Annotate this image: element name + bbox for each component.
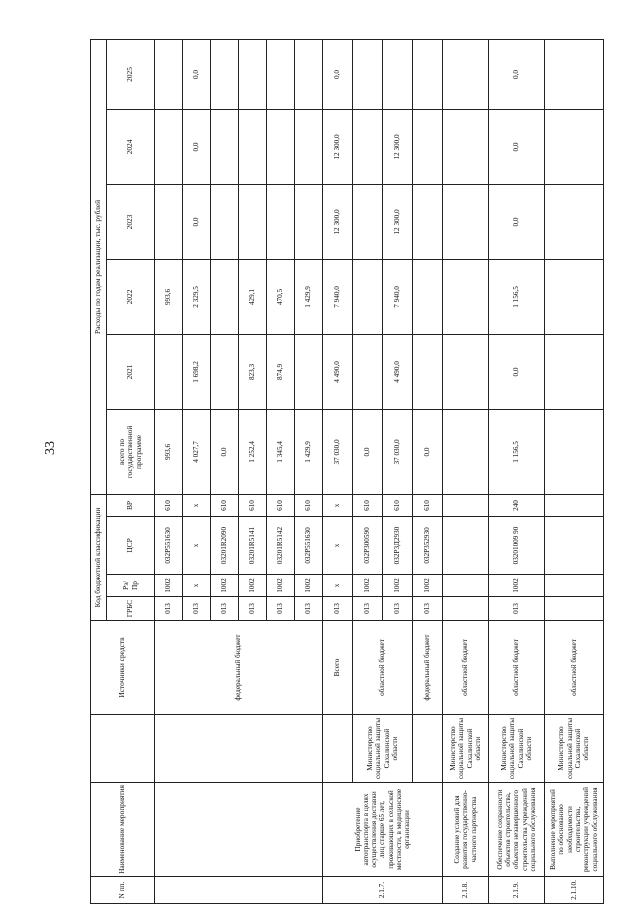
cell-csr: 03201R2090 <box>211 517 239 575</box>
cell-resp: Министерство социальной защиты Сахалинской области <box>545 715 604 783</box>
cell-resp <box>413 715 443 783</box>
cell-y2025 <box>545 39 604 109</box>
cell-rzpr: 1002 <box>155 575 183 597</box>
cell-grbs <box>545 597 604 621</box>
cell-y2021 <box>545 334 604 409</box>
cell-y2022 <box>353 259 383 334</box>
header-grbs: ГРБС <box>107 597 155 621</box>
cell-y2022: 7 940,0 <box>383 259 413 334</box>
cell-y2023 <box>443 184 489 259</box>
cell-n: 2.1.8. <box>443 877 489 904</box>
cell-y2021: 1 698,2 <box>183 334 211 409</box>
cell-total: 0,0 <box>211 409 239 494</box>
cell-rzpr: 1002 <box>267 575 295 597</box>
header-expenses: Расходы по годам реализации, тыс. рублей <box>91 39 107 494</box>
header-rzpr: Рз/ Пр <box>107 575 155 597</box>
cell-csr: 032P3Д2930 <box>383 517 413 575</box>
cell-y2025 <box>383 39 413 109</box>
cell-y2023 <box>267 184 295 259</box>
cell-grbs: 013 <box>323 597 353 621</box>
cell-vr: 610 <box>295 494 323 516</box>
cell-y2025 <box>267 39 295 109</box>
cell-y2022: 7 940,0 <box>323 259 353 334</box>
cell-y2024: 12 300,0 <box>383 109 413 184</box>
cell-csr: 032P300590 <box>353 517 383 575</box>
cell-rzpr <box>443 575 489 597</box>
cell-vr: 610 <box>353 494 383 516</box>
cell-csr <box>443 517 489 575</box>
header-year: 2024 <box>107 109 155 184</box>
cell-y2025 <box>239 39 267 109</box>
cell-vr: 610 <box>267 494 295 516</box>
cell-y2022 <box>545 259 604 334</box>
cell-y2021: 0,0 <box>489 334 545 409</box>
cell-source: областной бюджет <box>353 621 413 715</box>
cell-n: 2.1.10. <box>545 877 604 904</box>
cell-n <box>155 877 323 904</box>
cell-rzpr: 1002 <box>239 575 267 597</box>
rotated-page <box>90 60 607 904</box>
table-row <box>323 39 353 903</box>
cell-vr: 610 <box>239 494 267 516</box>
cell-y2023 <box>353 184 383 259</box>
cell-rzpr <box>545 575 604 597</box>
cell-csr: 03201R5141 <box>239 517 267 575</box>
cell-y2022: 993,6 <box>155 259 183 334</box>
cell-y2022: 1 429,9 <box>295 259 323 334</box>
cell-y2024 <box>155 109 183 184</box>
cell-total: 0,0 <box>353 409 383 494</box>
cell-y2023 <box>155 184 183 259</box>
header-resp <box>91 715 155 783</box>
cell-y2021: 823,3 <box>239 334 267 409</box>
cell-resp <box>155 715 323 783</box>
cell-y2024 <box>267 109 295 184</box>
cell-y2025 <box>295 39 323 109</box>
header-year: 2023 <box>107 184 155 259</box>
cell-grbs <box>443 597 489 621</box>
cell-y2024 <box>295 109 323 184</box>
cell-y2023: 0,0 <box>183 184 211 259</box>
cell-total: 1 156,5 <box>489 409 545 494</box>
header-source: Источники средств <box>91 621 155 715</box>
cell-rzpr: х <box>183 575 211 597</box>
cell-source: областной бюджет <box>545 621 604 715</box>
header-year: 2025 <box>107 39 155 109</box>
cell-y2022: 470,5 <box>267 259 295 334</box>
header-total: всего по государственной программе <box>107 409 155 494</box>
cell-grbs: 013 <box>239 597 267 621</box>
cell-y2025 <box>353 39 383 109</box>
cell-y2025 <box>155 39 183 109</box>
cell-grbs: 013 <box>353 597 383 621</box>
header-n: N пп. <box>91 877 155 904</box>
cell-y2022 <box>413 259 443 334</box>
table-row <box>353 39 383 903</box>
cell-y2023 <box>295 184 323 259</box>
cell-n: 2.1.9. <box>489 877 545 904</box>
cell-y2025: 0,0 <box>489 39 545 109</box>
cell-grbs: 013 <box>267 597 295 621</box>
cell-name: Создание условий для развития государственно-частного партнерства <box>443 783 489 877</box>
cell-y2023 <box>545 184 604 259</box>
cell-resp: Министерство социальной защиты Сахалинской области <box>443 715 489 783</box>
header-name: Наименование мероприятия <box>91 783 155 877</box>
cell-rzpr: х <box>323 575 353 597</box>
cell-grbs: 013 <box>295 597 323 621</box>
cell-rzpr: 1002 <box>211 575 239 597</box>
cell-total <box>545 409 604 494</box>
cell-rzpr: 1002 <box>353 575 383 597</box>
cell-vr <box>443 494 489 516</box>
cell-vr: 610 <box>155 494 183 516</box>
cell-total: 4 027,7 <box>183 409 211 494</box>
cell-csr: 032P551630 <box>155 517 183 575</box>
cell-source: областной бюджет <box>489 621 545 715</box>
cell-y2024: 0,0 <box>489 109 545 184</box>
cell-y2023 <box>413 184 443 259</box>
cell-y2023: 12 300,0 <box>383 184 413 259</box>
cell-y2024 <box>413 109 443 184</box>
cell-csr: х <box>323 517 353 575</box>
cell-total: 1 345,4 <box>267 409 295 494</box>
cell-y2022: 2 329,5 <box>183 259 211 334</box>
cell-y2024 <box>443 109 489 184</box>
cell-y2025 <box>443 39 489 109</box>
cell-total <box>443 409 489 494</box>
cell-grbs: 013 <box>155 597 183 621</box>
cell-y2022 <box>211 259 239 334</box>
cell-y2023: 12 300,0 <box>323 184 353 259</box>
cell-y2024: 0,0 <box>183 109 211 184</box>
cell-y2025: 0,0 <box>183 39 211 109</box>
cell-rzpr: 1002 <box>489 575 545 597</box>
cell-total: 1 429,9 <box>295 409 323 494</box>
cell-y2021 <box>155 334 183 409</box>
cell-resp: Министерство социальной защиты Сахалинской области <box>353 715 413 783</box>
cell-source: областной бюджет <box>443 621 489 715</box>
cell-y2023: 0,0 <box>489 184 545 259</box>
cell-y2024 <box>353 109 383 184</box>
cell-total: 1 252,4 <box>239 409 267 494</box>
cell-vr: 610 <box>211 494 239 516</box>
cell-vr: 240 <box>489 494 545 516</box>
cell-grbs: 013 <box>413 597 443 621</box>
cell-total: 993,6 <box>155 409 183 494</box>
cell-y2022: 429,1 <box>239 259 267 334</box>
cell-n: 2.1.7. <box>323 877 443 904</box>
cell-y2021: 4 490,0 <box>383 334 413 409</box>
cell-source: Всего <box>323 621 353 715</box>
cell-csr: 03201R5142 <box>267 517 295 575</box>
header-csr: ЦСР <box>107 517 155 575</box>
cell-y2021: 4 490,0 <box>323 334 353 409</box>
cell-y2024 <box>211 109 239 184</box>
cell-resp <box>323 715 353 783</box>
cell-csr: х <box>183 517 211 575</box>
table-row <box>489 39 545 903</box>
cell-name: Обеспечение сохранности объектов строительства, объектов незавершенного строительства учреждений социального обслуживания <box>489 783 545 877</box>
cell-total: 37 030,0 <box>383 409 413 494</box>
cell-source: федеральный бюджет <box>155 621 323 715</box>
cell-total: 37 030,0 <box>323 409 353 494</box>
cell-y2022 <box>443 259 489 334</box>
cell-rzpr: 1002 <box>413 575 443 597</box>
cell-vr: х <box>323 494 353 516</box>
cell-y2022: 1 156,5 <box>489 259 545 334</box>
cell-vr <box>545 494 604 516</box>
cell-csr <box>545 517 604 575</box>
cell-rzpr: 1002 <box>383 575 413 597</box>
cell-name: Приобретение автотранспорта в целях осуществления доставки лиц старше 65 лет, проживающих в сельской местности, в медицинские организации <box>323 783 443 877</box>
cell-y2021: 874,9 <box>267 334 295 409</box>
cell-name: Выполнение мероприятий по обоснованию необходимости строительства, реконструкции учреждений социального обслуживания <box>545 783 604 877</box>
budget-table <box>90 39 604 904</box>
cell-total: 0,0 <box>413 409 443 494</box>
cell-grbs: 013 <box>211 597 239 621</box>
cell-name <box>155 783 323 877</box>
cell-y2025 <box>413 39 443 109</box>
cell-y2023 <box>211 184 239 259</box>
page-number: 33 <box>43 441 58 455</box>
cell-y2021 <box>413 334 443 409</box>
cell-y2021 <box>353 334 383 409</box>
table-row <box>413 39 443 903</box>
cell-y2024 <box>239 109 267 184</box>
header-vr: ВР <box>107 494 155 516</box>
cell-csr: 032P352930 <box>413 517 443 575</box>
cell-y2025 <box>211 39 239 109</box>
cell-y2024 <box>545 109 604 184</box>
table-row <box>155 39 183 903</box>
cell-source: федеральный бюджет <box>413 621 443 715</box>
header-year: 2021 <box>107 334 155 409</box>
cell-rzpr: 1002 <box>295 575 323 597</box>
cell-y2021 <box>211 334 239 409</box>
table-row <box>443 39 489 903</box>
cell-y2025: 0,0 <box>323 39 353 109</box>
cell-vr: 610 <box>413 494 443 516</box>
cell-csr: 03201009 90 <box>489 517 545 575</box>
cell-y2024: 12 300,0 <box>323 109 353 184</box>
cell-vr: х <box>183 494 211 516</box>
header-kbk: Код бюджетной классификации <box>91 494 107 620</box>
cell-y2021 <box>295 334 323 409</box>
cell-grbs: 013 <box>489 597 545 621</box>
cell-grbs: 013 <box>183 597 211 621</box>
cell-vr: 610 <box>383 494 413 516</box>
table-row <box>545 39 604 903</box>
header-year: 2022 <box>107 259 155 334</box>
cell-resp: Министерство социальной защиты Сахалинской области <box>489 715 545 783</box>
cell-grbs: 013 <box>383 597 413 621</box>
cell-y2021 <box>443 334 489 409</box>
cell-csr: 032P551630 <box>295 517 323 575</box>
cell-y2023 <box>239 184 267 259</box>
